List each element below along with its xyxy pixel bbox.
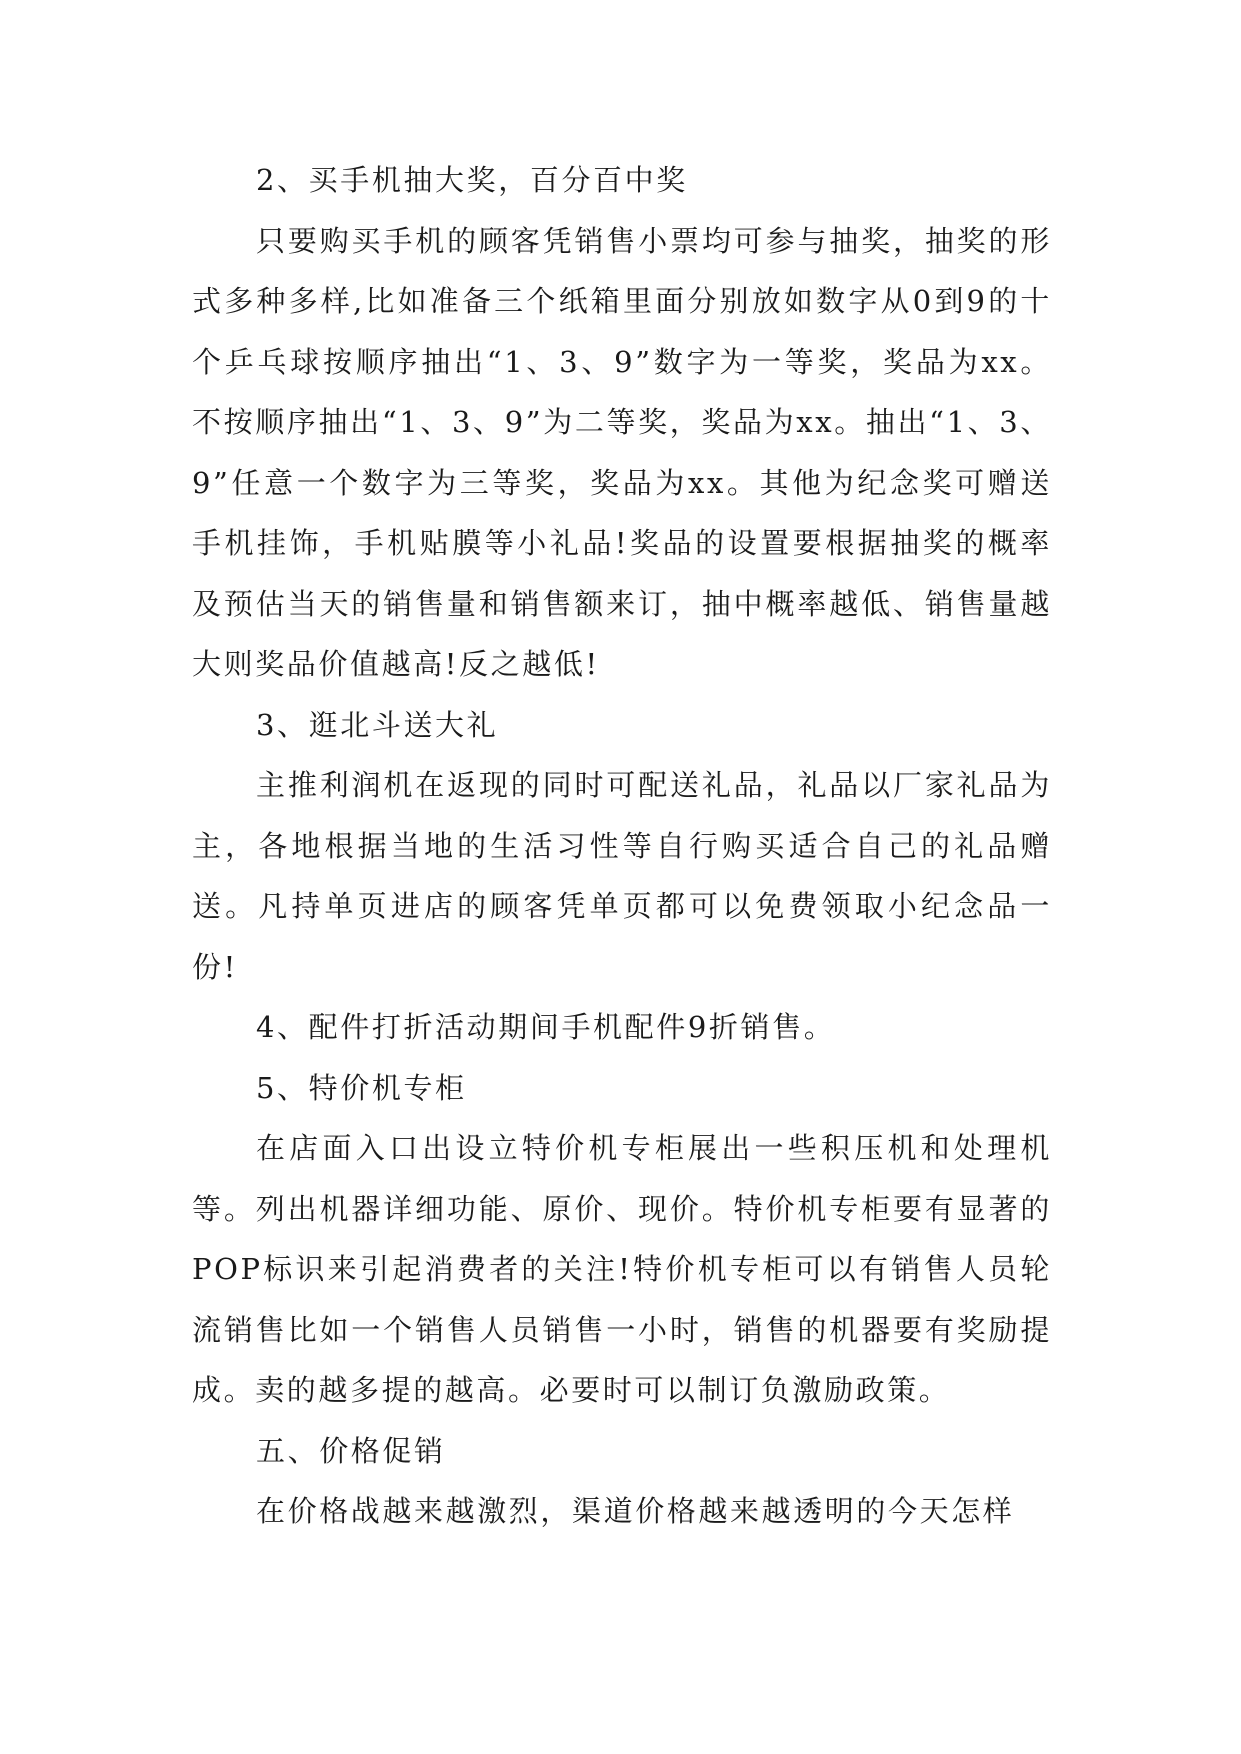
section-heading-lottery: 2、买手机抽大奖，百分百中奖 [256,163,688,197]
paragraph-price-promotion-start: 在价格战越来越激烈，渠道价格越来越透明的今天怎样 [256,1494,1015,1528]
section-heading-special-counter: 5、特价机专柜 [256,1070,467,1105]
section-heading-accessories-discount: 4、配件打折活动期间手机配件9折销售。 [256,1010,836,1044]
section-heading-price-promotion: 五、价格促销 [256,1433,446,1468]
paragraph-lottery-details: 只要购买手机的顾客凭销售小票均可参与抽奖，抽奖的形式多种多样,比如准备三个纸箱里面分别放如数字从0到9的十个乒乓球按顺序抽出“1、3、9”数字为一等奖，奖品为xx。不按顺序抽出“1、3、9”为二等奖，奖品为xx。抽出“1、3、9”任意一个数字为三等奖，奖品为xx。其他为纪念奖可赠送手机挂饰，手机贴膜等小礼品!奖品的设置要根据抽奖的概率及预估当天的销售量和销售额来订，抽中概率越低、销售量越大则奖品价值越高!反之越低! [192,223,1052,681]
document-body [192,150,1052,1542]
section-heading-gift: 3、逛北斗送大礼 [256,707,499,742]
paragraph-gift-details: 主推利润机在返现的同时可配送礼品，礼品以厂家礼品为主，各地根据当地的生活习性等自行购买适合自己的礼品赠送。凡持单页进店的顾客凭单页都可以免费领取小纪念品一份! [192,768,1052,984]
paragraph-special-counter-details: 在店面入口出设立特价机专柜展出一些积压机和处理机等。列出机器详细功能、原价、现价。特价机专柜要有显著的POP标识来引起消费者的关注!特价机专柜可以有销售人员轮流销售比如一个销售人员销售一小时，销售的机器要有奖励提成。卖的越多提的越高。必要时可以制订负激励政策。 [192,1131,1052,1407]
